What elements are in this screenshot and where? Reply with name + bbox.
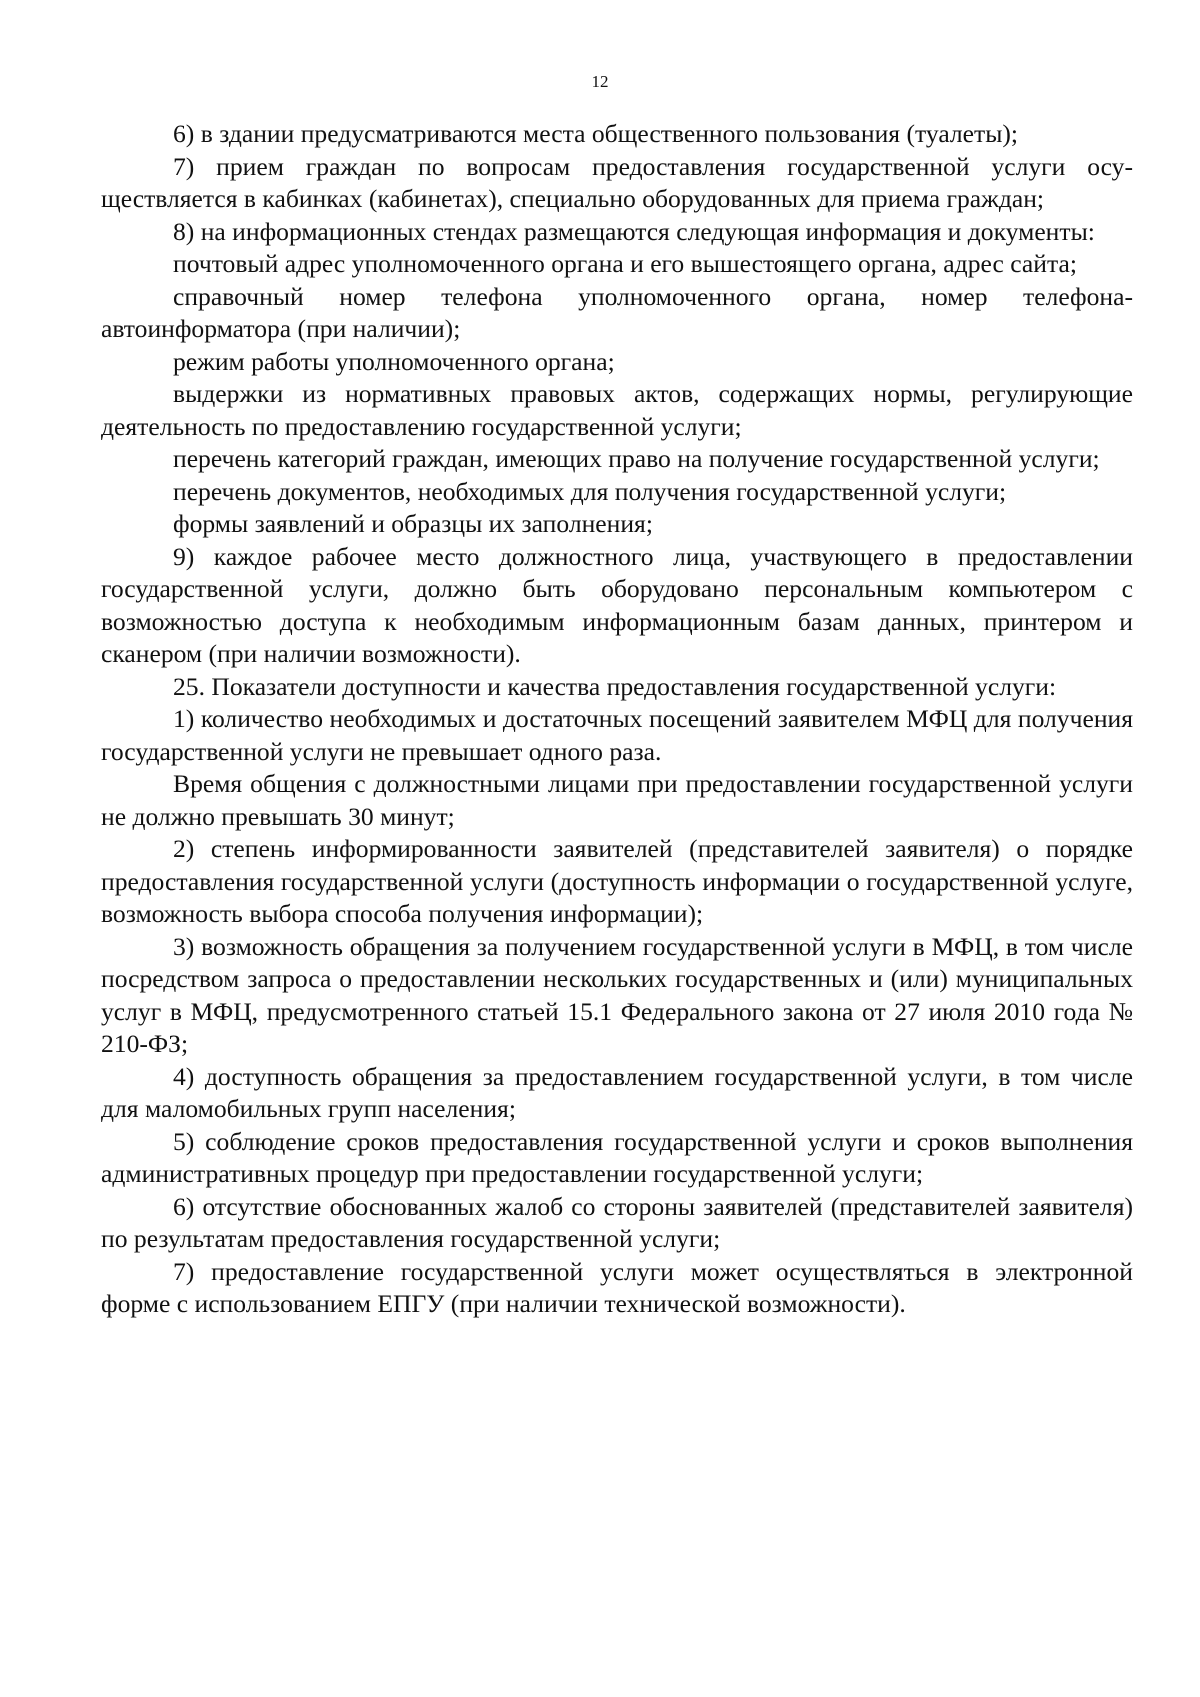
paragraph-citizen-categories: перечень категорий граждан, имеющих право на получение государственной услуги; bbox=[173, 444, 1100, 473]
paragraph-phone-number: справочный номер телефона уполномоченного органа, номер телефона-автоинформатора (при наличии); bbox=[101, 281, 1133, 343]
paragraph-postal-address: почтовый адрес уполномоченного органа и его вышестоящего органа, адрес сайта; bbox=[173, 249, 1077, 278]
paragraph-workplace-equipment: 9) каждое рабочее место должностного лица, участвующего в предоставлении государственной услуги, должно быть оборудовано персональным компьютером с возможностью доступа к необходимым информационным базам данных, принтером и сканером (при наличии возможности). bbox=[101, 541, 1133, 668]
paragraph-awareness: 2) степень информированности заявителей (представителей заявителя) о порядке предоставления государственной услуги (доступность информации о государственной услуге, возможность выбора способа получения информации); bbox=[101, 834, 1133, 928]
paragraph-toilets: 6) в здании предусматриваются места общественного пользования (туалеты); bbox=[173, 119, 1019, 148]
paragraph-deadlines: 5) соблюдение сроков предоставления государственной услуги и сроков выполнения административных процедур при предоставлении государственной услуги; bbox=[101, 1126, 1133, 1188]
paragraph-section-25-heading: 25. Показатели доступности и качества предоставления государственной услуги: bbox=[173, 671, 1057, 701]
paragraph-documents-list: перечень документов, необходимых для получения государственной услуги; bbox=[173, 476, 1007, 506]
paragraph-accessibility: 4) доступность обращения за предоставлением государственной услуги, в том числе для маломобильных групп населения; bbox=[101, 1061, 1133, 1123]
paragraph-reception-booths: 7) прием граждан по вопросам предоставления государственной услуги осуществляется в кабинках (кабинетах), специально оборудованных для приема граждан; bbox=[101, 151, 1133, 213]
paragraph-complaints: 6) отсутствие обоснованных жалоб со стороны заявителей (представителей заявителя) по результатам предоставления государственной услуги; bbox=[101, 1191, 1133, 1253]
page-number: 12 bbox=[591, 72, 609, 91]
paragraph-communication-time: Время общения с должностными лицами при предоставлении государственной услуги не должно превышать 30 минут; bbox=[101, 769, 1133, 831]
paragraph-work-schedule: режим работы уполномоченного органа; bbox=[173, 346, 615, 376]
paragraph-mfc-access: 3) возможность обращения за получением государственной услуги в МФЦ, в том числе посредством запроса о предоставлении нескольких государственных и (или) муниципальных услуг в МФЦ, предусмотренного статьей 15.1 Федерального закона от 27 июля 2010 года № 210-ФЗ; bbox=[101, 931, 1133, 1058]
paragraph-visits-count: 1) количество необходимых и достаточных посещений заявителем МФЦ для получения государственной услуги не превышает одного раза. bbox=[101, 704, 1133, 766]
paragraph-info-stands: 8) на информационных стендах размещаются следующая информация и документы: bbox=[173, 216, 1095, 246]
paragraph-application-forms: формы заявлений и образцы их заполнения; bbox=[173, 509, 653, 538]
paragraph-electronic-form: 7) предоставление государственной услуги может осуществляться в электронной форме с использованием ЕПГУ (при наличии технической возможности). bbox=[101, 1256, 1133, 1318]
paragraph-legal-extracts: выдержки из нормативных правовых актов, содержащих нормы, регулирующие деятельность по предоставлению государственной услуги; bbox=[101, 379, 1133, 441]
document-body bbox=[101, 118, 1133, 1321]
